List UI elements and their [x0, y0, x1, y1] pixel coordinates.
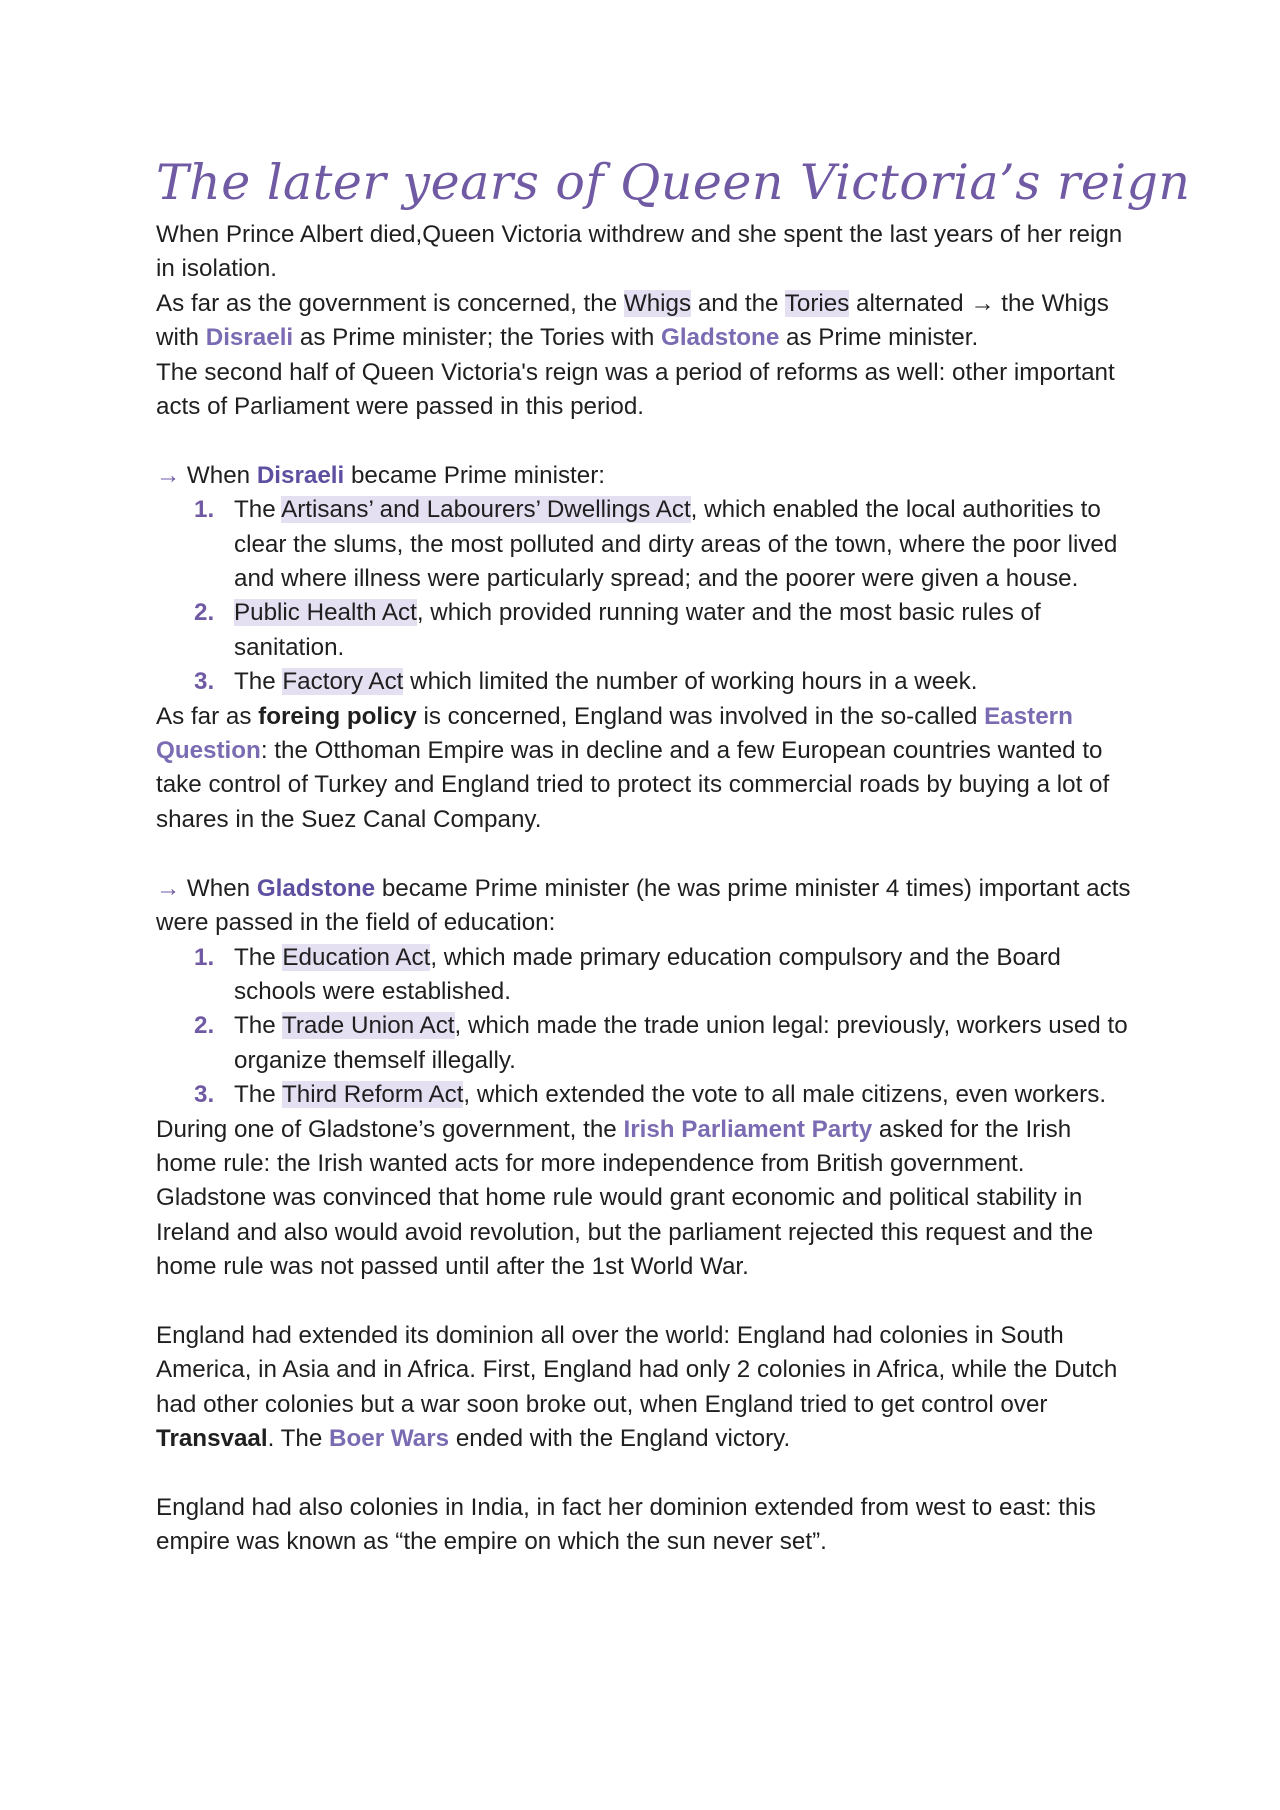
name-gladstone: Gladstone [256, 874, 376, 902]
spacer [156, 837, 1136, 871]
name-eastern-question: Eastern Question [156, 702, 1073, 765]
paragraph-foreign-policy: As far as foreing policy is concerned, England was involved in the so-called Eastern Question: the Otthoman Empire was in decline and a few European countries wanted to take control of Turkey and England tried to protect its commercial roads by buying a lot of shares in the Suez Canal Company. [156, 702, 1110, 833]
name-irish-parliament-party: Irish Parliament Party [623, 1115, 873, 1143]
highlight-act: Third Reform Act [281, 1081, 464, 1109]
list-number: 3. [194, 668, 215, 696]
list-number: 1. [194, 496, 215, 524]
highlight-act: Artisans’ and Labourers’ Dwellings Act [281, 496, 691, 524]
name-disraeli: Disraeli [205, 324, 294, 352]
list-item: 2. The Trade Union Act, which made the trade union legal: previously, workers used to organize themself illegally. [156, 1009, 1136, 1078]
gladstone-acts-list [156, 941, 1136, 1113]
bold-foreign-policy: foreing policy [258, 702, 417, 730]
highlight-whigs: Whigs [623, 289, 692, 317]
paragraph-home-rule: Gladstone was convinced that home rule would grant economic and political stability in Ireland and also would avoid revolution, but the parliament rejected this request and the home rule was not passed until after the 1st World War. [156, 1184, 1094, 1281]
spacer [156, 424, 1136, 458]
list-item: 3. The Third Reform Act, which extended the vote to all male citizens, even workers. [156, 1078, 1136, 1112]
name-disraeli: Disraeli [256, 461, 345, 489]
paragraph-reforms: The second half of Queen Victoria's reign was a period of reforms as well: other important acts of Parliament were passed in this period. [156, 358, 1115, 421]
highlight-act: Factory Act [282, 668, 404, 696]
paragraph-india: England had also colonies in India, in fact her dominion extended from west to east: this empire was known as “the empire on which the sun never set”. [156, 1493, 1096, 1556]
list-item: 3. The Factory Act which limited the number of working hours in a week. [156, 665, 1136, 699]
name-boer-wars: Boer Wars [329, 1425, 450, 1453]
list-number: 2. [194, 599, 215, 627]
list-item: 1. The Artisans’ and Labourers’ Dwellings Act, which enabled the local authorities to clear the slums, the most polluted and dirty areas of the town, where the poor lived and where illness were particularly spread; and the poorer were given a house. [156, 493, 1136, 596]
paragraph-government: As far as the government is concerned, the Whigs and the Tories alternated → the Whigs with Disraeli as Prime minister; the Tories with Gladstone as Prime minister. [156, 289, 1109, 352]
spacer [156, 1457, 1136, 1491]
list-item: 1. The Education Act, which made primary education compulsory and the Board schools were established. [156, 941, 1136, 1010]
list-number: 3. [194, 1081, 215, 1109]
name-gladstone: Gladstone [661, 324, 780, 352]
list-number: 2. [194, 1012, 215, 1040]
spacer [156, 1285, 1136, 1319]
disraeli-intro: → When Disraeli became Prime minister: [156, 461, 605, 489]
page-title: The later years of Queen Victoria’s reign [156, 154, 1191, 211]
paragraph-prince-albert: When Prince Albert died,Queen Victoria withdrew and she spent the last years of her reign in isolation. [156, 221, 1123, 283]
list-number: 1. [194, 943, 215, 971]
highlight-act: Education Act [282, 943, 431, 971]
gladstone-intro: → When Gladstone became Prime minister (he was prime minister 4 times) important acts were passed in the field of education: [156, 874, 1131, 937]
highlight-act: Trade Union Act [281, 1012, 455, 1040]
document-page [156, 150, 1191, 1560]
list-item: 2. Public Health Act, which provided running water and the most basic rules of sanitation. [156, 596, 1136, 665]
arrow-right-icon: → [156, 874, 181, 902]
highlight-tories: Tories [784, 289, 850, 317]
disraeli-acts-list [156, 493, 1136, 699]
paragraph-colonies: England had extended its dominion all over the world: England had colonies in South America, in Asia and in Africa. First, England had only 2 colonies in Africa, while the Dutch had other colonies but a war soon broke out, when England tried to get control over Transvaal. The Boer Wars ended with the England victory. [156, 1321, 1118, 1453]
paragraph-irish-party: During one of Gladstone’s government, the Irish Parliament Party asked for the Irish home rule: the Irish wanted acts for more independence from British government. [156, 1115, 1072, 1177]
bold-transvaal: Transvaal [156, 1425, 268, 1453]
highlight-act: Public Health Act [234, 599, 417, 627]
arrow-right-icon: → [156, 461, 181, 489]
